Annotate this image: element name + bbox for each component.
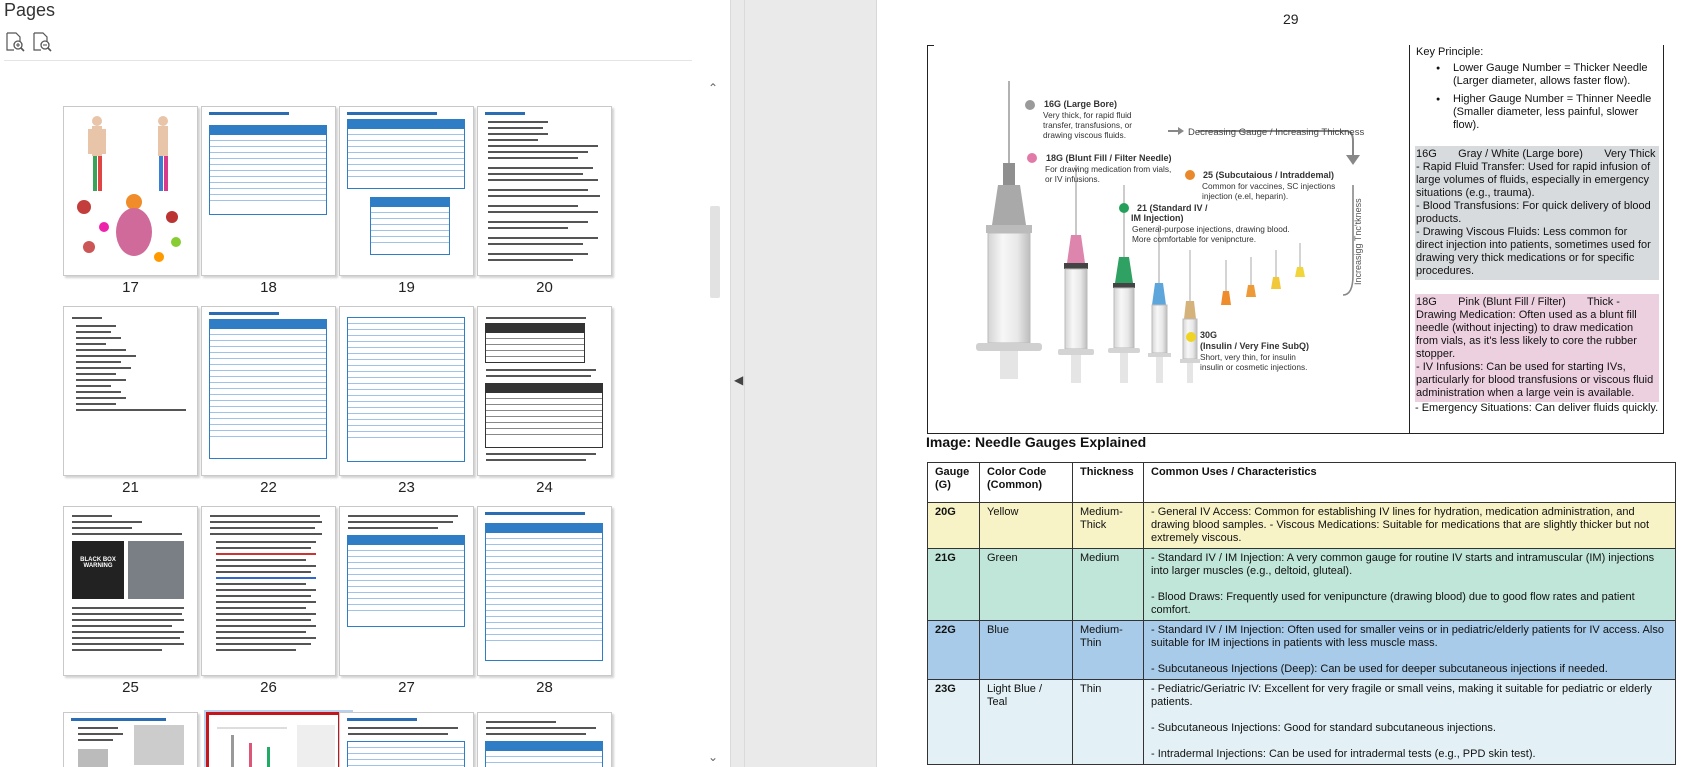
gauge-18g-label: 18G (Blunt Fill / Filter Needle) (1046, 153, 1172, 163)
thumbnail-page-20[interactable] (477, 106, 612, 276)
thumbnail-page-29-selected[interactable] (206, 712, 341, 767)
syringe-tan (1180, 250, 1200, 383)
thumbnail-page-23[interactable] (339, 306, 474, 476)
gauge-18g-heading: 18G Pink (Blunt Fill / Filter) Thick (1416, 296, 1614, 308)
gauge-16g-dot (1025, 100, 1035, 110)
gauge-21g-desc: More comfortable for venipncture. (1132, 234, 1257, 244)
gauge-25g-desc: Common for vaccines, SC injections (1202, 181, 1336, 191)
table-row (928, 680, 1676, 765)
gauge-18g-text: - IV Infusions: Can be used for starting IVs, particularly for blood transfusions or viscous fluid administration when a large vein is available. (1416, 361, 1654, 399)
thumbnail-page-25[interactable] (63, 506, 198, 676)
thumbnail-page-31[interactable] (339, 712, 474, 767)
syringe-18g (1058, 165, 1094, 383)
zoom-out-thumbnails-button[interactable] (31, 31, 53, 53)
thumbnail-page-26[interactable] (201, 506, 336, 676)
thumbnail-page-19[interactable] (339, 106, 474, 276)
gauge-18g-text: - Emergency Situations: Can deliver fluids quickly. (1415, 402, 1659, 414)
gauge-21g-dot (1119, 203, 1129, 213)
gauge-21g-label: 21 (Standard IV / (1137, 203, 1208, 213)
gauge-cell: 21G (928, 549, 980, 621)
thumbnail-label: 23 (398, 479, 415, 496)
figure-caption: Image: Needle Gauges Explained (926, 434, 1147, 450)
uses-cell (1144, 621, 1676, 680)
column-header: Gauge (G) (928, 463, 980, 503)
thickness-cell: Medium-Thick (1073, 503, 1144, 549)
gauge-21g-label: IM Injection) (1131, 213, 1184, 223)
scrollbar-thumb[interactable] (710, 206, 720, 298)
uses-text: - Subcutaneous Injections (Deep): Can be used for deeper subcutaneous injections if needed. (1151, 663, 1608, 675)
thumbnail-label: 19 (398, 279, 415, 296)
column-header: Common Uses / Characteristics (1144, 463, 1676, 503)
syringe-16g (976, 81, 1042, 379)
gauge-30g-desc: Short, very thin, for insulin (1200, 352, 1296, 362)
panel-title: Pages (4, 0, 56, 20)
uses-cell (1144, 503, 1676, 549)
table-header-row (928, 463, 1676, 503)
principle-bullet: ● Higher Gauge Number = Thinner Needle (Smaller diameter, less painful, slower flow). (1436, 93, 1663, 132)
thickness-cell: Thin (1073, 680, 1144, 765)
gauge-25g-dot (1185, 170, 1195, 180)
gauge-16g-text: - Drawing Viscous Fluids: Less common for direct injection into patients, sometimes used for drawing very thick medications or for specific procedures. (1416, 226, 1651, 277)
thumbnail-label: 21 (122, 479, 139, 496)
scroll-up-arrow-icon[interactable]: ⌃ (707, 81, 719, 95)
warning-image-preview: BLACK BOX WARNING (72, 541, 124, 599)
thumbnail-label: 26 (260, 679, 277, 696)
gauge-30g-desc: insulin or cosmetic injections. (1200, 362, 1308, 372)
column-header: Color Code (Common) (980, 463, 1073, 503)
zoom-out-page-icon (31, 31, 53, 53)
gauge-30g-dot (1186, 332, 1196, 342)
uses-text: - Blood Draws: Frequently used for venipuncture (drawing blood) due to good flow rates and patient comfort. (1151, 591, 1635, 616)
scroll-down-arrow-icon[interactable]: ⌄ (707, 750, 719, 764)
gauge-16g-text: - Blood Transfusions: For quick delivery of blood products. (1416, 200, 1651, 225)
thickness-cell: Medium (1073, 549, 1144, 621)
table-row (928, 621, 1676, 680)
uses-cell (1144, 549, 1676, 621)
mini-table (209, 125, 327, 215)
uses-text: - General IV Access: Common for establishing IV lines for hydration, medication administration, and drawing blood samples. - Viscous Medications: Suitable for medications that are slightly thicker but not extremely viscous. (1151, 506, 1650, 544)
needle-hubs (1221, 243, 1305, 305)
key-principle-title: Key Principle: (1416, 46, 1484, 58)
collapse-panel-arrow-icon[interactable]: ◀ (734, 373, 744, 387)
gauge-16g-text: - Rapid Fluid Transfer: Used for rapid infusion of large volumes of fluids, especially in emergency situations (e.g., trauma). (1416, 161, 1651, 199)
table-row (928, 549, 1676, 621)
gauge-16g-desc: transfer, transfusions, or (1043, 120, 1133, 130)
thumbnail-label: 22 (260, 479, 277, 496)
uses-text: - Pediatric/Geriatric IV: Excellent for very fragile or small veins, making it suitable for pediatric or elderly patients. (1151, 683, 1652, 708)
document-canvas-margin (745, 0, 877, 767)
gauge-16g-heading: 16G Gray / White (Large bore) Very Thick (1416, 148, 1656, 160)
syringe-blue (1148, 225, 1171, 383)
gauge-16g-desc: drawing viscous fluids. (1043, 130, 1127, 140)
thumbnail-page-18[interactable] (201, 106, 336, 276)
pages-panel (0, 0, 730, 767)
thumbnail-grid (0, 105, 700, 767)
needle-gauge-illustration (928, 45, 1410, 434)
thumbnail-label: 17 (122, 279, 139, 296)
panel-splitter[interactable] (730, 0, 745, 767)
key-principle-cell (1409, 45, 1664, 434)
gauge-25g-label: 25 (Subcutaious / Intraddemal) (1203, 170, 1335, 180)
thumbnail-page-30[interactable] (63, 712, 198, 767)
needle-gauge-table (927, 462, 1676, 765)
zoom-in-page-icon (4, 31, 26, 53)
uses-text: - Standard IV / IM Injection: A very common gauge for routine IV starts and intramuscular (IM) injections into larger muscles (e.g., deltoid, gluteal). (1151, 552, 1655, 577)
thumbnail-label: 28 (536, 679, 553, 696)
thumbnail-label: 25 (122, 679, 139, 696)
needle-gauge-figure (927, 45, 1409, 434)
thumbnail-page-22[interactable] (201, 306, 336, 476)
gauge-cell: 22G (928, 621, 980, 680)
thumbnail-page-28[interactable] (477, 506, 612, 676)
uses-cell (1144, 680, 1676, 765)
gauge-18g-dot (1027, 153, 1037, 163)
uses-text: - Subcutaneous Injections: Good for standard subcutaneous injections. (1151, 722, 1496, 734)
key-principle-list (1436, 62, 1663, 132)
anatomy-figure-preview (64, 107, 198, 276)
thumbnail-page-21[interactable] (63, 306, 198, 476)
gauge-18g-text: - Drawing Medication: Often used as a blunt fill needle (without injecting) to draw medication from vials, as it's less likely to core the rubber stopper. (1416, 296, 1637, 360)
thumbnail-label: 20 (536, 279, 553, 296)
thumbnail-page-24[interactable] (477, 306, 612, 476)
uses-text: - Standard IV / IM Injection: Often used for smaller veins or in pediatric/elderly patients for IV access. Also suitable for IM injections in patients with less muscle mass. (1151, 624, 1664, 649)
photo-preview (128, 541, 184, 599)
gauge-30g-label: 30G (1200, 330, 1218, 340)
gauge-16g-desc: Very thick, for rapid fluid (1043, 110, 1132, 120)
gauge-16g-block (1415, 146, 1659, 280)
arrow-label: Decreasing Gauge / Increasing Thickness (1188, 127, 1365, 138)
gauge-25g-desc: injection (e.el, heparin). (1202, 191, 1289, 201)
vertical-arrow-label: Increasigg Tnc'tkness (1353, 198, 1363, 285)
thickness-cell: Medium-Thin (1073, 621, 1144, 680)
gauge-18g-desc: or IV infusions. (1045, 174, 1100, 184)
gauge-18g-desc: For drawing medication from vials, (1045, 164, 1172, 174)
thumbnail-scrollbar[interactable] (704, 78, 722, 767)
column-header: Thickness (1073, 463, 1144, 503)
page-number: 29 (1283, 11, 1299, 27)
document-page (878, 0, 1681, 767)
gauge-18g-block (1415, 294, 1659, 402)
thumbnail-label: 27 (398, 679, 415, 696)
thumbnail-page-27[interactable] (339, 506, 474, 676)
thumbnail-page-32[interactable] (477, 712, 612, 767)
gauge-cell: 20G (928, 503, 980, 549)
gauge-30g-label: (Insulin / Very Fine SubQ) (1200, 341, 1310, 351)
gauge-cell: 23G (928, 680, 980, 765)
color-cell: Green (980, 549, 1073, 621)
thumbnail-label: 18 (260, 279, 277, 296)
thumbnail-label: 24 (536, 479, 553, 496)
color-cell: Yellow (980, 503, 1073, 549)
gauge-21g-desc: General-purpose injections, drawing blood. (1132, 224, 1290, 234)
mini-heading (209, 112, 289, 115)
thumbnail-page-17[interactable] (63, 106, 198, 276)
gauge-16g-label: 16G (Large Bore) (1044, 99, 1118, 109)
uses-text: - Intradermal Injections: Can be used for intradermal tests (e.g., PPD skin test). (1151, 748, 1536, 760)
color-cell: Light Blue / Teal (980, 680, 1073, 765)
principle-bullet: ● Lower Gauge Number = Thicker Needle (Larger diameter, allows faster flow). (1436, 62, 1663, 88)
toolbar-divider (4, 60, 692, 61)
table-row (928, 503, 1676, 549)
color-cell: Blue (980, 621, 1073, 680)
zoom-in-thumbnails-button[interactable] (4, 31, 26, 53)
